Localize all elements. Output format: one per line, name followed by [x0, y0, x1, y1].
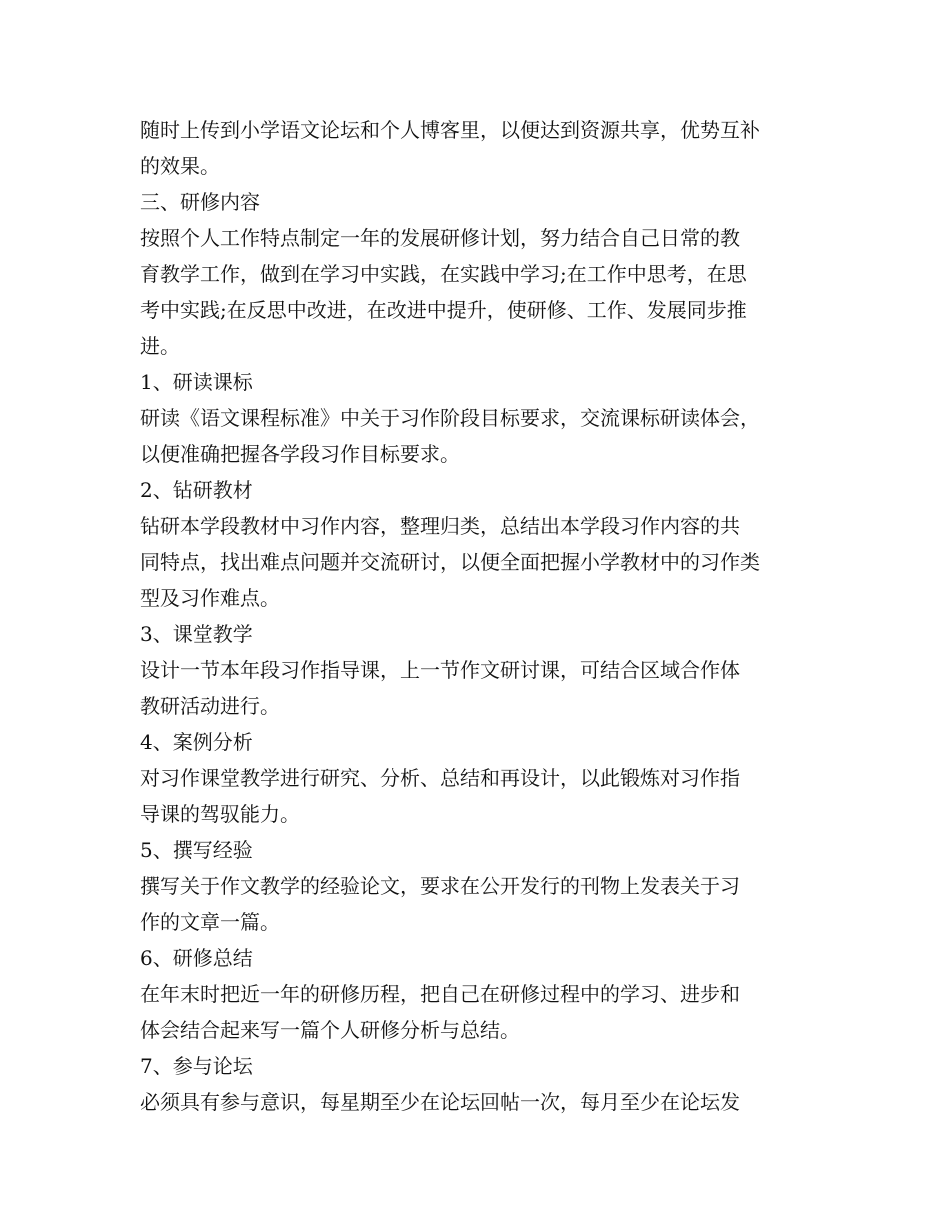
body-text-line: 设计一节本年段习作指导课，上一节作文研讨课，可结合区域合作体 [140, 658, 740, 682]
body-text-line: 在年末时把近一年的研修历程，把自己在研修过程中的学习、进步和 [140, 982, 740, 1006]
subsection-heading: 1、研读课标 [140, 370, 253, 394]
section-heading: 三、研修内容 [140, 190, 260, 214]
body-text-line: 随时上传到小学语文论坛和个人博客里，以便达到资源共享，优势互补 [140, 118, 760, 142]
body-text-line: 进。 [140, 334, 180, 358]
subsection-heading: 4、案例分析 [140, 730, 253, 754]
body-text-line: 按照个人工作特点制定一年的发展研修计划，努力结合自己日常的教 [140, 226, 740, 250]
subsection-heading: 7、参与论坛 [140, 1054, 253, 1078]
body-text-line: 同特点，找出难点问题并交流研讨，以便全面把握小学教材中的习作类 [140, 550, 760, 574]
subsection-heading: 5、撰写经验 [140, 838, 253, 862]
body-text-line: 钻研本学段教材中习作内容，整理归类，总结出本学段习作内容的共 [140, 514, 740, 538]
body-text-line: 作的文章一篇。 [140, 910, 280, 934]
body-text-line: 撰写关于作文教学的经验论文，要求在公开发行的刊物上发表关于习 [140, 874, 740, 898]
body-text-line: 必须具有参与意识，每星期至少在论坛回帖一次，每月至少在论坛发 [140, 1090, 740, 1114]
body-text-line: 教研活动进行。 [140, 694, 280, 718]
body-text-line: 以便准确把握各学段习作目标要求。 [140, 442, 460, 466]
body-text-line: 体会结合起来写一篇个人研修分析与总结。 [140, 1018, 520, 1042]
body-text-line: 考中实践;在反思中改进，在改进中提升，使研修、工作、发展同步推 [140, 298, 747, 322]
subsection-heading: 6、研修总结 [140, 946, 253, 970]
body-text-line: 型及习作难点。 [140, 586, 280, 610]
body-text-line: 育教学工作，做到在学习中实践，在实践中学习;在工作中思考，在思 [140, 262, 747, 286]
body-text-line: 研读《语文课程标准》中关于习作阶段目标要求，交流课标研读体会， [140, 406, 760, 430]
body-text-line: 导课的驾驭能力。 [140, 802, 300, 826]
subsection-heading: 2、钻研教材 [140, 478, 253, 502]
subsection-heading: 3、课堂教学 [140, 622, 253, 646]
body-text-line: 的效果。 [140, 154, 220, 178]
body-text-line: 对习作课堂教学进行研究、分析、总结和再设计，以此锻炼对习作指 [140, 766, 740, 790]
